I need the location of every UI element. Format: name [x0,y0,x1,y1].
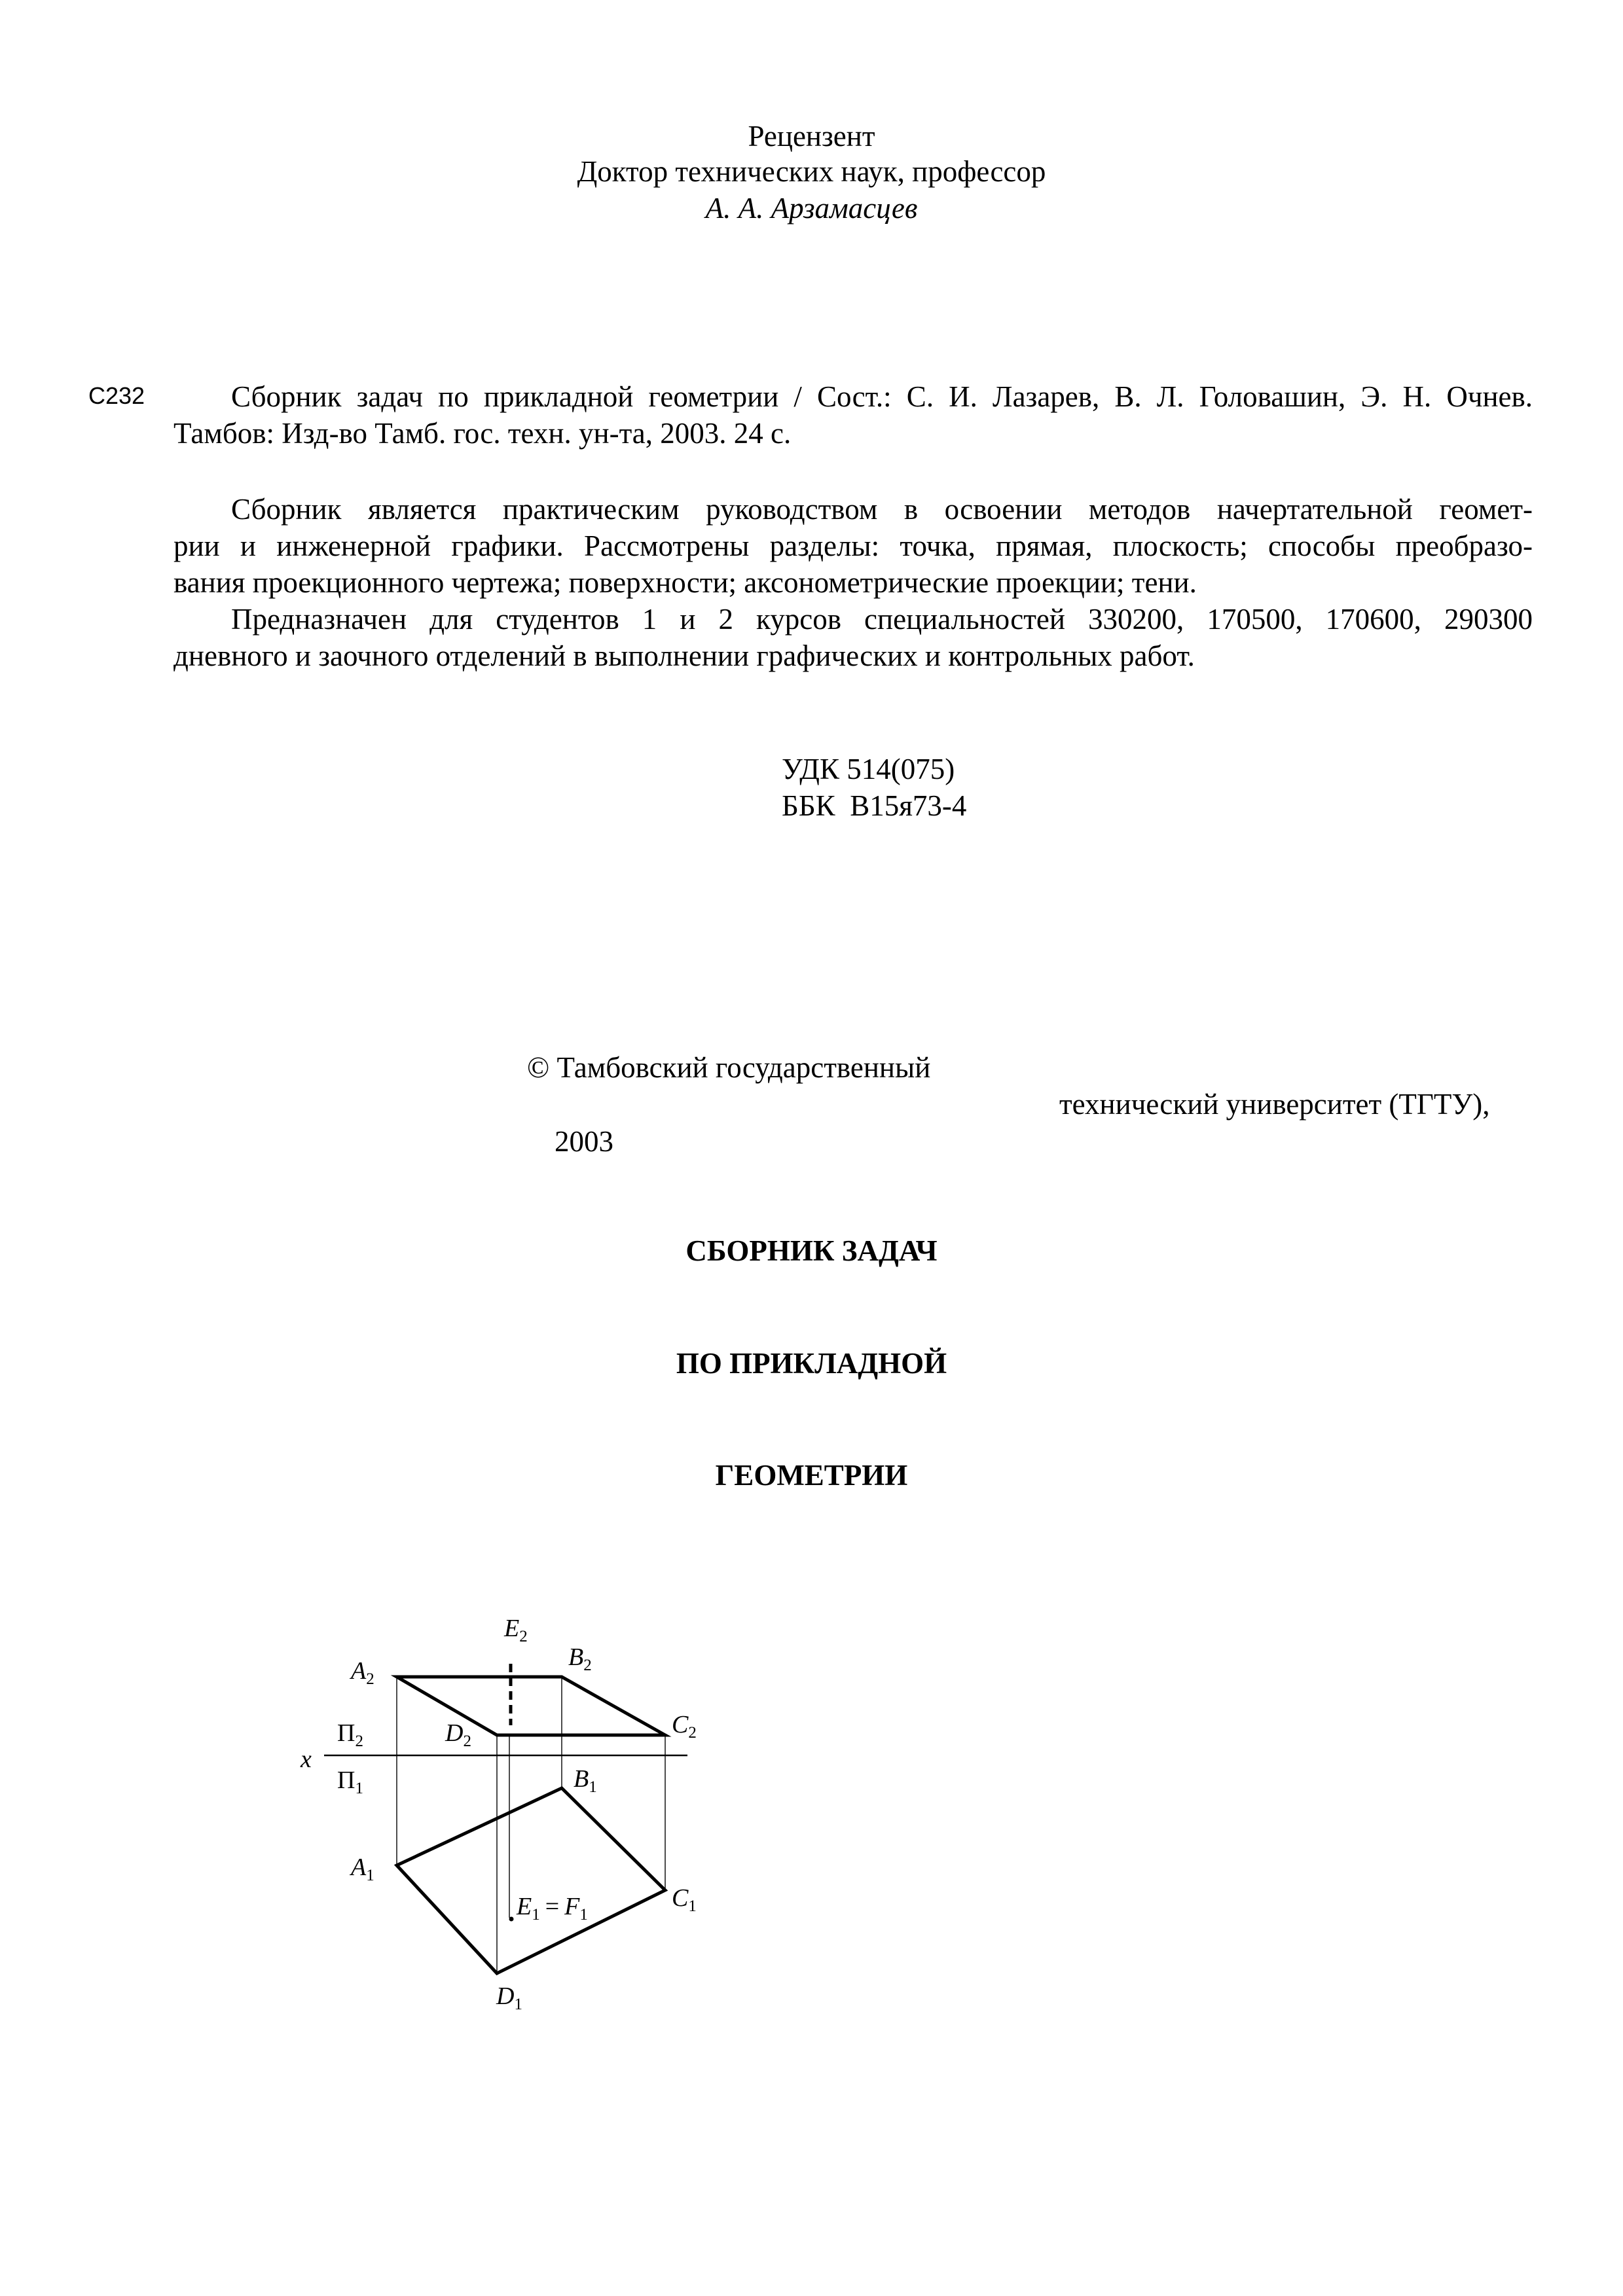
label-a2: $A_2$ [351,1657,374,1688]
catalog-index: С232 [88,382,145,409]
reviewer-degree: Доктор технических наук, профессор [577,155,1046,188]
bbk-code: ББК В15я73-4 [782,789,967,822]
abstract-p1-line-1: Сборник является практическим руководством в освоении методов начертательной геомет- [231,493,1533,526]
label-e1-f1: $E_1 = F_1$ [517,1893,588,1924]
label-d2: $D_2$ [445,1719,471,1750]
abstract-p2-line-2: дневного и заочного отделений в выполнении графических и контрольных работ. [173,639,1195,672]
projection-lines [397,1677,665,1973]
point-e1-f1 [509,1917,514,1922]
title-line-1: СБОРНИК ЗАДАЧ [685,1234,938,1267]
projection-drawing [0,1571,786,2042]
label-b1: $B_1$ [574,1765,597,1796]
label-c2: $C_2$ [672,1711,697,1742]
copyright-line-1: © Тамбовский государственный [527,1051,931,1084]
abstract-p1-line-3: вания проекционного чертежа; поверхности; аксонометрические проекции; тени. [173,566,1197,599]
abstract-p1-line-2: рии и инженерной графики. Рассмотрены разделы: точка, прямая, плоскость; способы преобразо- [173,529,1533,562]
label-a1: $A_1$ [351,1854,374,1884]
copyright-line-2: технический университет (ТГТУ), [1059,1088,1490,1121]
catalog-line-1: Сборник задач по прикладной геометрии / Сост.: С. И. Лазарев, В. Л. Головашин, Э. Н. Очнев. [231,380,1533,413]
label-e2: $E_2$ [504,1615,528,1645]
label-b2: $B_2$ [568,1643,592,1674]
reviewer-heading: Рецензент [748,120,875,152]
label-d1: $D_1$ [496,1982,522,2013]
label-plane-p2: $П_2$ [337,1719,363,1750]
udk-code: УДК 514(075) [782,753,955,785]
label-c1: $C_1$ [672,1884,697,1915]
copyright-year: 2003 [555,1125,613,1158]
catalog-line-2: Тамбов: Изд-во Тамб. гос. техн. ун-та, 2003. 24 с. [173,417,792,450]
abstract-p2-line-1: Предназначен для студентов 1 и 2 курсов специальностей 330200, 170500, 170600, 290300 [231,603,1533,636]
title-line-3: ГЕОМЕТРИИ [715,1459,908,1492]
reviewer-name: А. А. Арзамасцев [705,192,918,224]
label-x-axis: x [301,1746,312,1773]
title-line-2: ПО ПРИКЛАДНОЙ [676,1347,947,1380]
label-plane-p1: $П_1$ [337,1767,363,1797]
frontal-projection-quad [397,1677,665,1735]
horizontal-projection-quad [397,1788,665,1973]
